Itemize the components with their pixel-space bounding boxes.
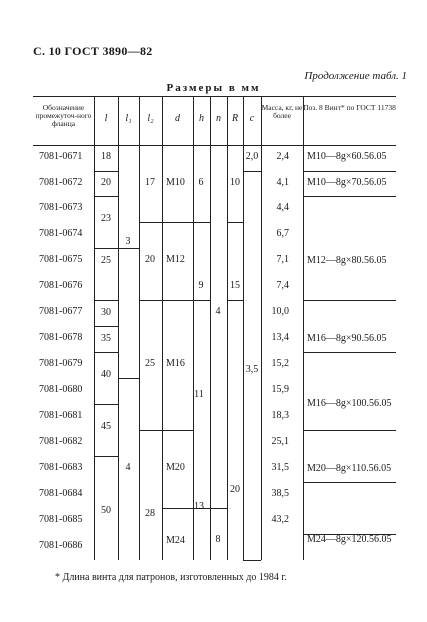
row-mass: 25,1 [271,436,289,447]
row-mass: 13,4 [271,332,289,343]
row-designation: 7081-0681 [39,410,83,421]
rule-horizontal [303,196,396,197]
row-mass: 7,4 [276,280,289,291]
rule-horizontal [162,430,193,431]
col-header-c: c [249,113,255,124]
rule-vertical [94,96,95,560]
rule-vertical [139,96,140,560]
row-mass: 15,9 [271,384,289,395]
row-mass: 38,5 [271,488,289,499]
cell-h: 13 [194,501,204,512]
col-header-R: R [231,113,239,124]
cell-l2: 28 [145,508,155,519]
rule-horizontal [94,352,118,353]
cell-d: M16 [166,358,185,369]
row-designation: 7081-0677 [39,306,83,317]
rule-horizontal [162,300,193,301]
page-header-code: С. 10 ГОСТ 3890—82 [33,44,153,58]
row-designation: 7081-0678 [39,332,83,343]
cell-screw: M10—8g×70.56.05 [307,177,387,188]
row-designation: 7081-0676 [39,280,83,291]
cell-l: 25 [101,255,111,266]
table-continuation-label: Продолжение табл. 1 [304,70,407,82]
rule-horizontal [33,145,396,146]
rule-horizontal [243,171,261,172]
rule-horizontal [303,300,396,301]
cell-l: 45 [101,421,111,433]
rule-horizontal [94,171,118,172]
rule-vertical [118,96,119,560]
cell-n: 4 [215,306,221,317]
rule-horizontal [210,508,227,509]
col-header-l: l [104,113,108,124]
col-header-n: n [216,113,221,124]
rule-horizontal [139,430,162,431]
cell-h: 6 [198,176,204,188]
row-designation: 7081-0683 [39,462,83,473]
cell-R: 20 [230,484,240,495]
row-designation: 7081-0686 [39,540,83,551]
row-designation: 7081-0680 [39,384,83,395]
cell-screw: M12—8g×80.56.05 [307,255,387,266]
cell-l1: 4 [125,462,131,473]
cell-l2: 17 [145,176,155,188]
row-mass: 2,4 [276,151,289,162]
cell-d: M12 [166,254,185,265]
row-designation: 7081-0684 [39,488,83,499]
cell-screw: M16—8g×100.56.05 [307,398,392,409]
cell-d: M20 [166,462,185,473]
rule-horizontal [139,222,162,223]
row-designation: 7081-0673 [39,202,83,213]
rule-horizontal [162,222,193,223]
cell-l: 40 [101,369,111,381]
cell-c: 2,0 [245,151,259,162]
rule-horizontal [139,300,162,301]
cell-l: 20 [101,177,111,188]
rule-vertical [303,96,304,560]
row-designation: 7081-0685 [39,514,83,525]
row-mass: 4,4 [276,202,289,213]
cell-c: 3,5 [245,364,259,375]
cell-screw: M10—8g×60.56.05 [307,151,387,162]
row-mass: 18,3 [271,410,289,421]
row-designation: 7081-0671 [39,151,83,162]
row-mass: 31,5 [271,462,289,473]
cell-l2: 25 [145,358,155,369]
row-mass: 7,1 [276,254,289,265]
rule-horizontal [33,96,396,97]
rule-horizontal [94,326,118,327]
rule-horizontal [303,430,396,431]
cell-screw: M24—8g×120.56.05 [307,534,392,545]
cell-R: 10 [230,176,240,188]
cell-l: 30 [101,307,111,318]
rule-vertical [193,96,194,560]
footnote: * Длина винта для патронов, изготовленных до 1984 г. [55,572,287,583]
col-header-l2: l₂ [147,113,154,124]
row-designation: 7081-0674 [39,228,83,239]
cell-screw: M16—8g×90.56.05 [307,333,387,344]
rule-horizontal [94,404,118,405]
rule-horizontal [227,300,243,301]
cell-l: 23 [101,213,111,225]
rule-horizontal [303,171,396,172]
cell-d: M24 [166,535,185,546]
col-header-d: d [175,113,180,124]
rule-horizontal [94,300,118,301]
cell-h: 9 [198,280,204,291]
rule-horizontal [243,560,261,561]
row-mass: 6,7 [276,228,289,239]
rule-horizontal [118,378,139,379]
rule-vertical [227,96,228,560]
cell-screw: M20—8g×110.56.05 [307,463,392,474]
cell-R: 15 [230,280,240,291]
rule-horizontal [162,508,193,509]
rule-horizontal [227,222,243,223]
rule-horizontal [193,300,210,301]
col-header-l1: l₁ [125,113,132,124]
row-mass: 15,2 [271,358,289,369]
cell-h: 11 [194,389,204,400]
rule-horizontal [94,196,118,197]
row-designation: 7081-0675 [39,254,83,265]
cell-l: 18 [101,151,111,162]
cell-d: M10 [166,176,185,188]
rule-vertical [243,96,244,560]
rule-horizontal [94,248,118,249]
rule-horizontal [303,352,396,353]
col-header-designation: Обозначение промежуточ-ного фланца [35,103,92,128]
col-header-mass: Масса, кг, не более [261,103,303,120]
cell-n: 8 [215,534,221,545]
row-designation: 7081-0679 [39,358,83,369]
row-mass: 4,1 [276,176,289,188]
row-mass: 43,2 [271,514,289,525]
rule-horizontal [193,222,210,223]
rule-horizontal [118,248,139,249]
rule-vertical [261,96,262,560]
col-header-screw: Поз. 8 Винт* по ГОСТ 11738 [303,103,396,112]
row-designation: 7081-0672 [39,176,83,188]
cell-l: 50 [101,504,111,516]
table-title: Размеры в мм [166,82,261,94]
cell-l2: 20 [145,254,155,265]
rule-horizontal [94,456,118,457]
cell-l: 35 [101,333,111,344]
rule-vertical [210,96,211,560]
rule-vertical [162,96,163,560]
col-header-h: h [199,113,204,124]
row-designation: 7081-0682 [39,436,83,447]
row-mass: 10,0 [271,306,289,317]
cell-l1: 3 [125,236,131,247]
rule-horizontal [303,482,396,483]
